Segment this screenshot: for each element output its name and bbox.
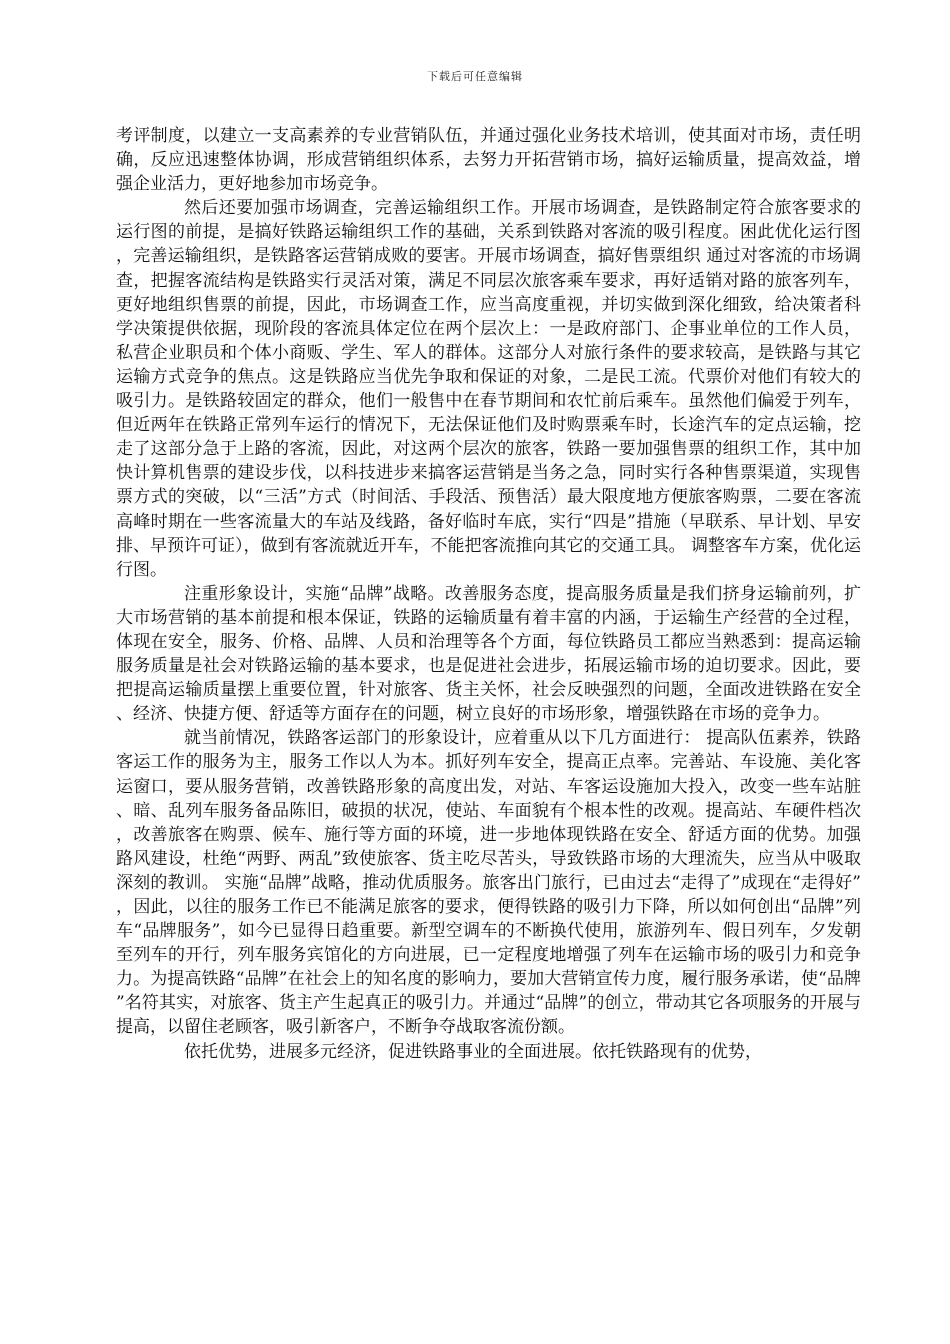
paragraph-3: 注重形象设计，实施“品牌”战略。改善服务态度，提高服务质量是我们挤身运输前列，扩大市场营销的基本前提和根本保证，铁路的运输质量有着丰富的内涵，于运输生产经营的全过程，体现在安全，服务、价格、品牌、人员和治理等各个方面，每位铁路员工都应当熟悉到：提高运输服务质量是社会对铁路运输的基本要求，也是促进社会进步，拓展运输市场的迫切要求。因此，要把提高运输质量摆上重要位置，针对旅客、货主关怀，社会反映强烈的问题，全面改进铁路在安全、经济、快捷方便、舒适等方面存在的问题，树立良好的市场形象，增强铁路在市场的竞争力。 [116,583,861,725]
paragraph-2: 然后还要加强市场调查，完善运输组织工作。开展市场调查，是铁路制定符合旅客要求的运行图的前提，是搞好铁路运输组织工作的基础，关系到铁路对客流的吸引程度。困此优化运行图，完善运输组织，是铁路客运营销成败的要害。开展市场调查，搞好售票组织 通过对客流的市场调查，把握客流结构是铁路实行灵活对策，满足不同层次旅客乘车要求，再好适销对路的旅客列车，更好地组织售票的前提，因此，市场调查工作，应当高度重视，并切实做到深化细致，给决策者科学决策提供依据，现阶段的客流具体定位在两个层次上：一是政府部门、企事业单位的工作人员，私营企业职员和个体小商贩、学生、军人的群体。这部分人对旅行条件的要求较高，是铁路与其它运输方式竞争的焦点。这是铁路应当优先争取和保证的对象，二是民工流。代票价对他们有较大的吸引力。是铁路较固定的群众，他们一般售中在春节期间和农忙前后乘车。虽然他们偏爱于列车，但近两年在铁路正常列车运行的情况下，无法保证他们及时购票乘车时，长途汽车的定点运输，挖走了这部分急于上路的客流，因此，对这两个层次的旅客，铁路一要加强售票的组织工作，其中加快计算机售票的建设步伐，以科技进步来搞客运营销是当务之急，同时实行各种售票渠道，实现售票方式的突破，以“三活”方式（时间活、手段活、预售活）最大限度地方便旅客购票，二要在客流高峰时期在一些客流量大的车站及线路，备好临时车底，实行“四是”措施（早联系、早计划、早安排、早预许可证），做到有客流就近开车，不能把客流推向其它的交通工具。 调整客车方案，优化运行图。 [116,198,861,580]
paragraph-1: 考评制度，以建立一支高素养的专业营销队伍，并通过强化业务技术培训，使其面对市场，责任明确，反应迅速整体协调，形成营销组织体系，去努力开拓营销市场，搞好运输质量，提高效益，增强企业活力，更好地参加市场竞争。 [116,126,861,195]
paragraph-4: 就当前情况，铁路客运部门的形象设计，应着重从以下几方面进行： 提高队伍素养，铁路客运工作的服务为主，服务工作以人为本。抓好列车安全，提高正点率。完善站、车设施、美化客运窗口，要从服务营销，改善铁路形象的高度出发，对站、车客运设施加大投入，改变一些车站脏、暗、乱列车服务备品陈旧，破损的状况，使站、车面貌有个根本性的改观。提高站、车硬件档次，改善旅客在购票、候车、施行等方面的环境，进一步地体现铁路在安全、舒适方面的优势。加强路风建设，杜绝“两野、两乱”致使旅客、货主吃尽苦头，导致铁路市场的大理流失，应当从中吸取深刻的教训。 实施“品牌”战略，推动优质服务。旅客出门旅行，已由过去“走得了”成现在“走得好”，因此，以往的服务工作已不能满足旅客的要求，便得铁路的吸引力下降，所以如何创出“品牌”列车“品牌服务”，如今已显得日趋重要。新型空调车的不断换代使用，旅游列车、假日列车，夕发朝至列车的开行，列车服务宾馆化的方向进展，已一定程度地增强了列车在运输市场的吸引力和竞争力。为提高铁路“品牌”在社会上的知名度的影响力，要加大营销宣传力度，履行服务承诺，使“品牌”名符其实，对旅客、货主产生起真正的吸引力。并通过“品牌”的创立，带动其它各项服务的开展与提高，以留住老顾客，吸引新客户，不断争夺战取客流份额。 [116,728,861,1038]
page-header: 下载后可任意编辑 [427,70,523,83]
paragraph-5: 依托优势，进展多元经济，促进铁路事业的全面进展。依托铁路现有的优势， [184,1041,762,1062]
document-body [116,124,861,1064]
